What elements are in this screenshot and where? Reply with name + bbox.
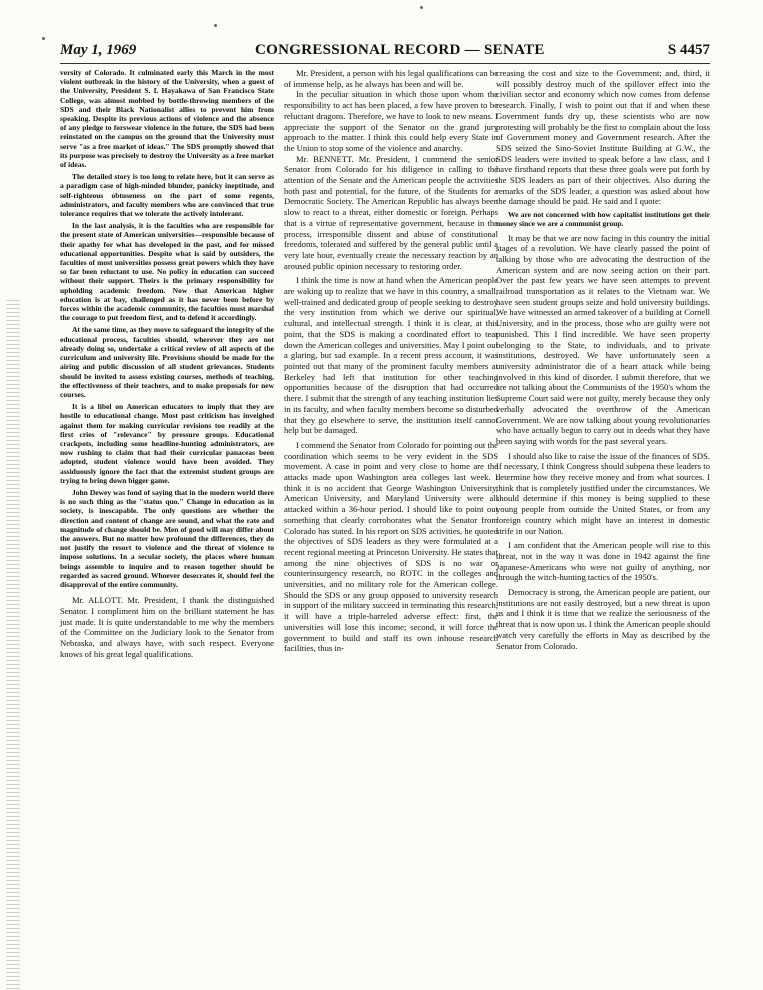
paragraph: I should also like to raise the issue of the finances of SDS. If necessary, I think Congress should subpena these leaders to determine how they receive money and from what sources. I think that is completely justified under the circumstances. We should determine if this money is being supplied to these young people from outside the United States, or from any foreign country which might have an interest in domestic strife in our Nation.	[496, 450, 710, 536]
page-binding-edge	[6, 300, 20, 990]
paragraph: John Dewey was fond of saying that in the modern world there is no such thing as the "status quo." Change in education as in society, is inescapable. The only questions are whether the direction and content of change are sound, and what the rate and magnitude of change should be. Men of good will may differ about the answers. But no matter how profound the differences, they do not justify the resort to violence and the threat of violence to impose solutions. In a secular society, the places where human beings assemble to inquire and to reason together should be regarded as sacred ground. Whoever desecrates it, should feel the disapproval of the entire community.	[60, 487, 274, 589]
page-header	[60, 42, 710, 62]
scan-speck	[420, 6, 423, 9]
paragraph: It is a libel on American educators to imply that they are hostile to educational change. Most past criticism has inveighed against them for making curricular revisions too readily at the first cries of "relevance" by pressure groups. Educational crackpots, including some headline-hunting administrators, are now rushing to claim that had their curricular panaceas been adopted, student violence would have been avoided. They assiduously ignore the fact that the extremist student groups are trying to bring down bigger game.	[60, 402, 274, 485]
paragraph: I commend the Senator from Colorado for pointing out the coordination which seems to be very evident in the SDS movement. A case in point and very close to home are the attacks made upon Washington area colleges last week. I think it is no accident that George Washington University, American University, and Maryland University were all attacked within a 36-hour period. I should like to point out something that clearly corroborates what the Senator from Colorado has stated. In his report on SDS activities, he quoted the objectives of SDS leaders as they were formulated at a recent regional meeting at Princeton University. He states that among the nine objectives of SDS is no war or counterinsurgency research, no ROTC in the colleges and universities, and no military role for the American college. Should the SDS or any group opposed to university research in support of the military succeed in terminating this research, it will have a triple-barreled adverse effect: first, the universities will lose this income; second, it will force the government to build and staff its own inhouse research facilities, thus in-	[284, 439, 498, 654]
column-3	[496, 68, 710, 651]
header-page-number: S 4457	[667, 42, 710, 58]
paragraph: Mr. ALLOTT. Mr. President, I thank the distinguished Senator. I compliment him on the brilliant statement he has just made. It is quite understandable to me why the members of the Committee on the Judiciary look to the Senator from Nebraska, and always have, with such respect. Everyone knows of his great legal qualifications.	[60, 595, 274, 659]
paragraph: I think the time is now at hand when the American people are waking up to realize that we have in this country, a small, well-trained and dedicated group of people seeking to destroy the very institution from which we derive our spiritual, cultural, and intellectual strength. I think it is clear, at this point, that the SDS is making a coordinated effort to tear down the American colleges and universities. May I point out a glaring, but sad example. In a recent press account, it was pointed out that many of the prominent faculty members at Berkeley had left that institution for other teaching opportunities because of the disruption that had occurred there. I submit that the strength of any teaching institution lies in its faculty, and when faculty members become so disturbed that they go elsewhere to serve, the institution itself cannot help but be damaged.	[284, 275, 498, 436]
paragraph: creasing the cost and size to the Government; and, third, it will possibly destroy much of the spillover effect into the civilian sector and economy which now comes from defense research. Finally, I wish to point out that if and when these Government funds dry up, these scientists who are now protesting will probably be the first to complain about the loss of Government money and Government research. After the SDS seized the Sino-Soviet Institute Building at G.W., the SDS leaders were invited to speak before a law class, and I have firsthand reports that these three goals were put forth by the SDS leaders as part of their objectives. Also during the remarks of the SDS leader, a question was asked about how the damage should be paid. He said and I quote:	[496, 68, 710, 207]
paragraph: Mr. BENNETT. Mr. President, I commend the senior Senator from Colorado for his diligence in calling to the attention of the Senate and the American people the activities both past and potential, for the future, of the Students for a Democratic Society. The American Republic has always been slow to react to a threat, either domestic or foreign. Perhaps that is a virtue of representative government, because in the process, irresponsible dissent and abuse of constitutional freedoms, tolerated and suffered by the general public until a very late hour, eventually create the necessary reaction by an aroused public opinion necessary to restoring order.	[284, 153, 498, 271]
paragraph: At the same time, as they move to safeguard the integrity of the educational process, faculties should, wherever they are not already doing so, undertake a critical review of all aspects of the curriculum and university life. Provisions should be made for the airing and public discussion of all student grievances. Students should be invited to assess existing courses, methods of teaching, the effectiveness of their teachers, and to make proposals for new courses.	[60, 325, 274, 399]
paragraph: The detailed story is too long to relate here, but it can serve as a paradigm case of high-minded blunder, panicky ineptitude, and self-righteous obtuseness on the part of some regents, administrators, and faculty members who are convinced that true tolerance requires that we tolerate the actively intolerant.	[60, 172, 274, 219]
paragraph: It may be that we are now facing in this country the initial stages of a revolution. We have clearly passed the point of talking by those who are advocating the destruction of the American system and are now seeing action on their part. Over the past few years we have seen attempts to prevent railroad transportation as it relates to the Vietnam war. We have seen student groups seize and hold university buildings. We have witnessed an armed takeover of a building at Cornell University, and in the process, those who are guilty were not punished. This I find incredible. We have seen property belonging to the State, to individuals, and to private institutions, destroyed. We have unfortunately seen a university administrator die of a heart attack while being involved in this kind of disorder. I submit therefore, that we are not talking about the Communists of the 1950's whom the Supreme Court said were not guilty, merely because they only verbally advocated the overthrow of the American Government. We are now talking about young revolutionaries who have actually begun to carry out in deeds what they have been saying with words for the past several years.	[496, 232, 710, 446]
block-quote: We are not concerned with how capitalist institutions get their money since we are a communist group.	[496, 210, 710, 229]
paragraph: In the peculiar situation in which those upon whom the responsibility to act has been placed, a few have proven to be reluctant dragons. Therefore, we have to look to new means. I appreciate the support of the Senator on the grand jury approach to the matter. I think this could help every State in the Union to stop some of the violence and anarchy.	[284, 89, 498, 153]
header-title: CONGRESSIONAL RECORD — SENATE	[255, 42, 545, 58]
paragraph: In the last analysis, it is the faculties who are responsible for the present state of American universities—responsible because of their apathy for what has developed in the past, and for missed educational opportunities. Despite what is said by outsiders, the faculties of most universities possess great powers which they have so far been reluctant to use. No policy in education can succeed without their support. Theirs is the primary responsibility for upholding academic freedom. Now that American higher education is at bay, challenged as it has never been before by forces within the academic community, the faculties must marshal the courage to put freedom first, and to defend it accordingly.	[60, 221, 274, 323]
scan-speck	[42, 37, 45, 40]
paragraph: Democracy is strong, the American people are patient, our institutions are not easily destroyed, but a new threat is upon us and I think it is time that we realize the seriousness of the threat that is now upon us. I think the American people should watch very carefully the efforts in May as described by the Senator from Colorado.	[496, 587, 710, 651]
scan-speck	[214, 24, 217, 27]
paragraph: I am confident that the American people will rise to this threat, not in the way it was done in 1942 against the fine Japanese-Americans who were not guilty of anything, nor through the witch-hunting tactics of the 1950's.	[496, 540, 710, 583]
header-date: May 1, 1969	[60, 42, 137, 58]
column-1	[60, 68, 274, 659]
column-2	[284, 68, 498, 654]
header-rule	[60, 63, 710, 64]
paragraph: Mr. President, a person with his legal qualifications can be of immense help, as he always has been and will be.	[284, 68, 498, 89]
paragraph: versity of Colorado. It culminated early this March in the most violent outbreak in the history of the University, when a guest of the University, President S. I. Hayakawa of San Francisco State College, was almost mobbed by bottle-throwing members of the SDS and their Black Nationalist allies to prevent him from speaking. Despite its previous actions of violence and the absence of any pledge to forswear violence in the future, the SDS had been reinstated on the campus on the ground that the University must serve "as a free market of ideas." The SDS promptly showed that its purpose was precisely to destroy the University as a free market of ideas.	[60, 68, 274, 170]
